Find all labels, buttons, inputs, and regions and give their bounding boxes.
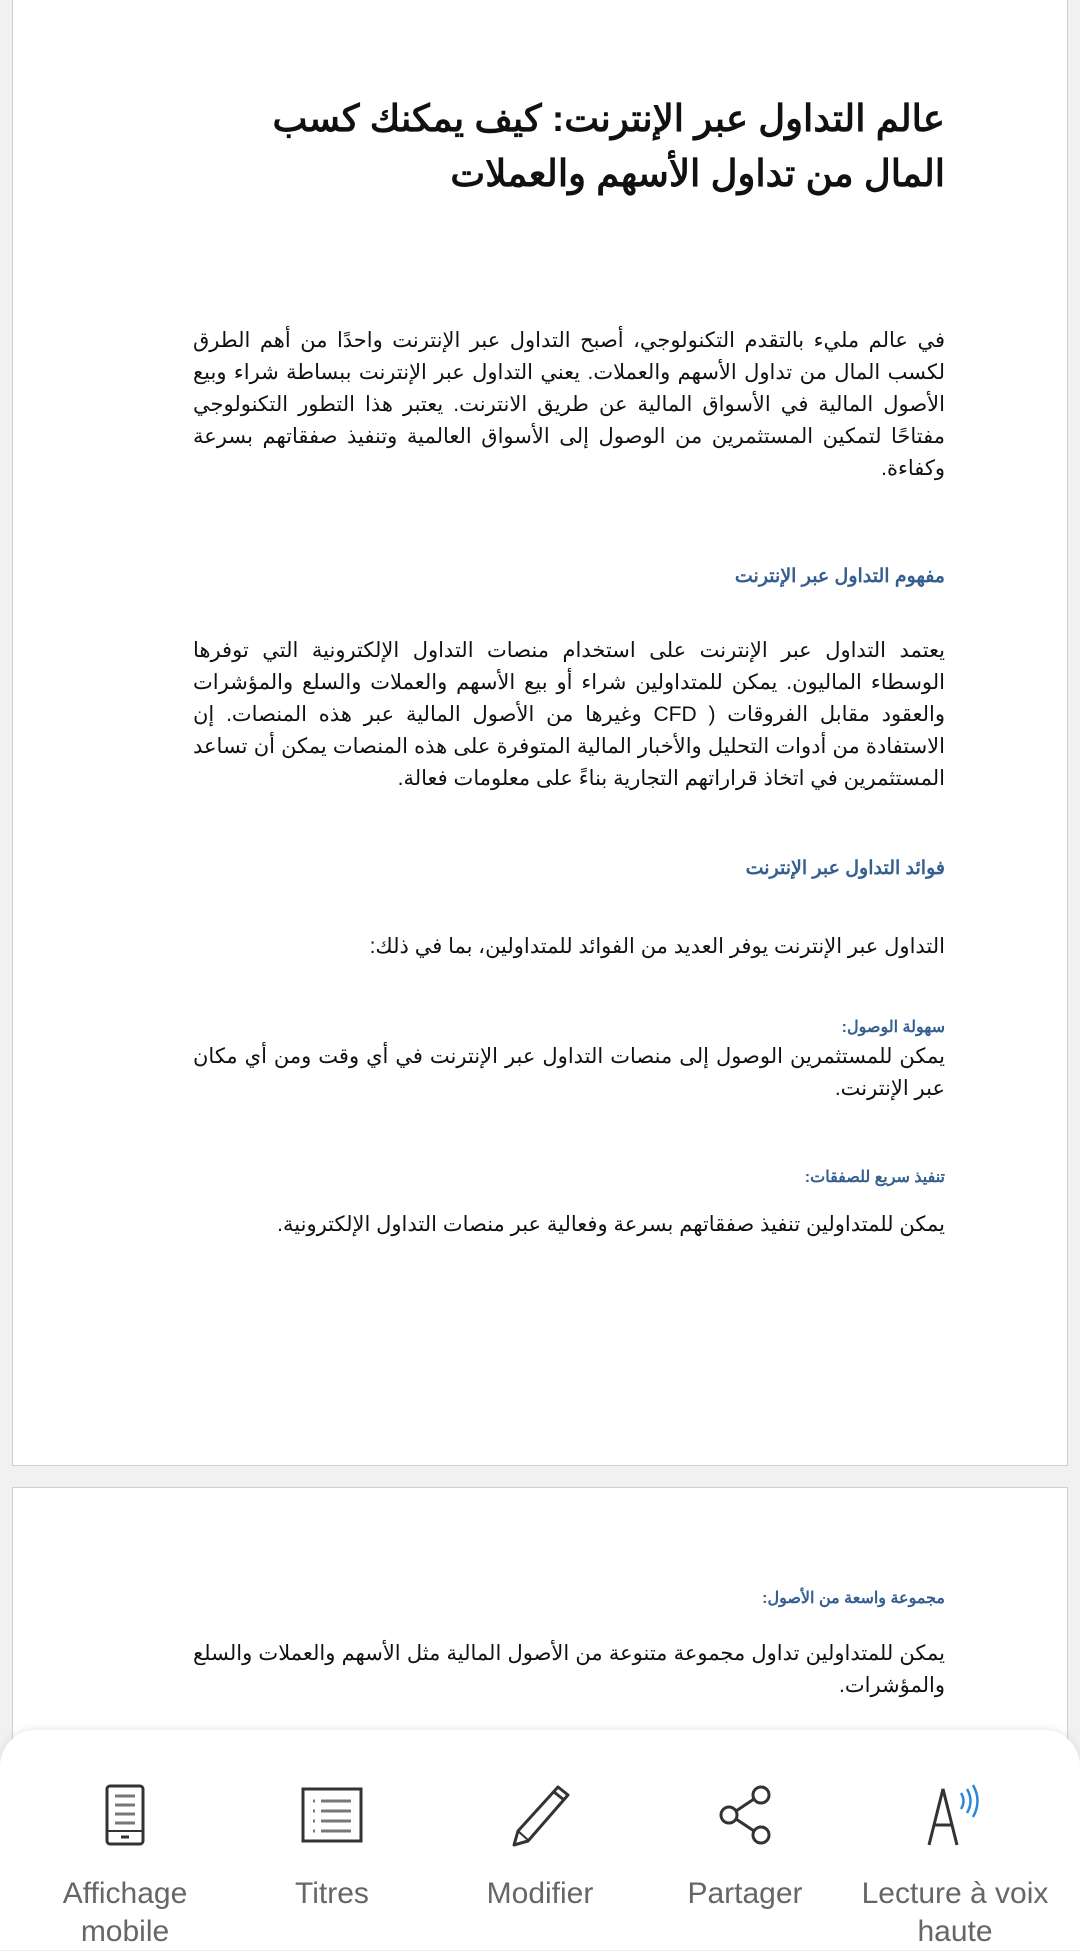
read-aloud-label: Lecture à voix haute [861,1877,1049,1948]
edit-button[interactable] [440,1730,640,1913]
bottom-action-sheet [0,1730,1080,1950]
mobile-view-label: Affichage mobile [62,1877,188,1948]
document-title: عالم التداول عبر الإنترنت: كيف يمكنك كسب المال من تداول الأسهم والعملات [272,98,945,194]
benefit-heading-assets: مجموعة واسعة من الأصول: [762,1590,945,1607]
benefit-heading-access: سهولة الوصول: [841,1019,945,1036]
read-aloud-icon [855,1775,1055,1855]
share-button[interactable] [645,1730,845,1913]
benefit-text-speed: يمكن للمتداولين تنفيذ صفقاتهم بسرعة وفعالية عبر منصات التداول الإلكترونية. [277,1213,945,1236]
benefit-heading-speed: تنفيذ سريع للصفقات: [804,1169,945,1186]
section-heading-benefits: فوائد التداول عبر الإنترنت [745,858,945,879]
intro-paragraph: في عالم مليء بالتقدم التكنولوجي، أصبح التداول عبر الإنترنت واحدًا من أهم الطرق لكسب المال من تداول الأسهم والعملات. يعني التداول عبر الإنترنت ببساطة شراء وبيع الأصول المالية في الأسواق المالية عن طريق الانترنت. يعتبر هذا التطور التكنولوجي مفتاحًا لتمكين المستثمرين من الوصول إلى الأسواق العالمية وتنفيذ صفقاتهم بسرعة وكفاءة. [193,329,945,480]
section-heading-concept: مفهوم التداول عبر الإنترنت [734,566,945,587]
concept-paragraph: يعتمد التداول عبر الإنترنت على استخدام منصات التداول الإلكترونية التي توفرها الوسطاء الماليون. يمكن للمتداولين شراء أو بيع الأسهم والعملات والسلع والمؤشرات والعقود مقابل الفروقات ( CFD وغيرها من الأصول المالية عبر هذه المنصات. إن الاستفادة من أدوات التحليل والأخبار المالية المتوفرة على هذه المنصات يمكن أن تساعد المستثمرين في اتخاذ قراراتهم التجارية بناءً على معلومات فعالة. [193,639,945,790]
headings-label: Titres [295,1877,369,1910]
list-icon [232,1775,432,1855]
share-label: Partager [687,1877,803,1910]
read-aloud-button[interactable] [855,1730,1055,1951]
benefit-text-assets: يمكن للمتداولين تداول مجموعة متنوعة من الأصول المالية مثل الأسهم والعملات والسلع والمؤشرات. [193,1642,945,1697]
mobile-view-button[interactable] [25,1730,225,1951]
benefits-intro: التداول عبر الإنترنت يوفر العديد من الفوائد للمتداولين، بما في ذلك: [369,935,945,958]
benefit-text-access: يمكن للمستثمرين الوصول إلى منصات التداول عبر الإنترنت في أي وقت ومن أي مكان عبر الإنترنت. [193,1045,945,1100]
document-page-1 [12,0,1068,1466]
edit-label: Modifier [486,1877,594,1910]
headings-button[interactable] [232,1730,432,1913]
pencil-icon [440,1775,640,1855]
phone-icon [25,1775,225,1855]
share-icon [645,1775,845,1855]
